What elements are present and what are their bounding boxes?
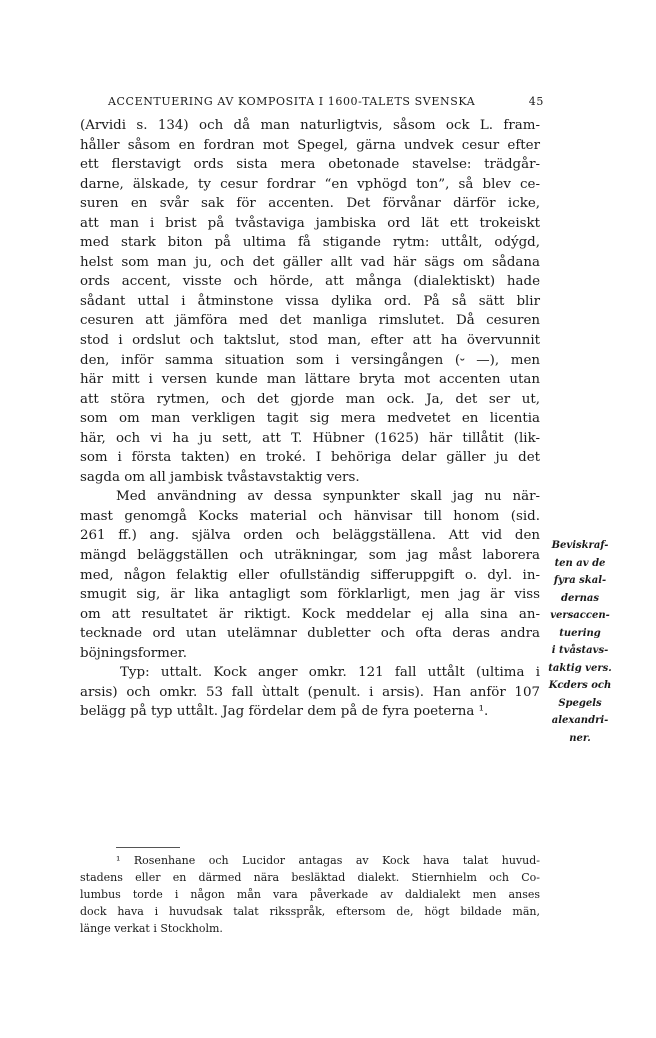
- body-line: sagda om all jambisk tvåstavstaktig vers.: [80, 469, 360, 485]
- footnote-line: dock hava i huvudsak talat riksspråk, eftersom de, högt bildade män,: [80, 905, 540, 918]
- body-line: håller såsom en fordran mot Spegel, gärna undvek cesur efter: [80, 137, 540, 153]
- body-line: här, och vi ha ju sett, att T. Hübner (1625) här tillåtit (lik-: [80, 430, 540, 446]
- body-line: ett flerstavigt ords sista mera obetonade stavelse: trädgår-: [80, 157, 540, 173]
- body-line: mängd beläggställen och uträkningar, som jag måst laborera: [80, 548, 540, 564]
- margin-note-line: tuering: [559, 627, 601, 639]
- body-line: suren en svår sak för accenten. Det förvånar därför icke,: [80, 196, 540, 212]
- body-line: Med användning av dessa synpunkter skall jag nu när-: [116, 489, 540, 505]
- body-line: ords accent, visste och hörde, att många (dialektiskt) hade: [80, 274, 540, 290]
- body-line: mast genomgå Kocks material och hänvisar till honom (sid.: [80, 508, 540, 524]
- margin-note-line: dernas: [560, 592, 599, 604]
- body-line: 261 ff.) ang. själva orden och beläggställena. Att vid den: [80, 528, 540, 544]
- body-line: om att resultatet är riktigt. Kock meddelar ej alla sina an-: [80, 606, 540, 622]
- body-line: här mitt i versen kunde man lättare bryta mot accenten utan: [80, 372, 540, 388]
- body-line: (Arvidi s. 134) och då man naturligtvis, såsom ock L. fram-: [80, 118, 540, 133]
- margin-note-line: Kcders och: [548, 680, 612, 691]
- footnote-line: länge verkat i Stockholm.: [80, 922, 223, 935]
- body-line: med stark biton på ultima få stigande rytm: uttålt, odýgd,: [80, 235, 540, 251]
- body-line: tecknade ord utan utelämnar dubletter och ofta deras andra: [80, 626, 540, 642]
- footnote-divider: [116, 847, 180, 848]
- body-line: att störa rytmen, och det gjorde man ock. Ja, det ser ut,: [80, 391, 540, 407]
- margin-note-line: Beviskraf-: [551, 540, 609, 551]
- margin-note-line: taktig vers.: [548, 662, 612, 674]
- running-title: ACCENTUERING AV KOMPOSITA I 1600-TALETS SVENSKA: [108, 95, 476, 108]
- body-line: helst som man ju, och det gäller allt vad här sägs om sådana: [80, 254, 540, 270]
- body-line: sådant uttal i åtminstone vissa dylika ord. På så sätt blir: [80, 293, 540, 309]
- footnote-line: stadens eller en därmed nära besläktad dialekt. Stiernhielm och Co-: [80, 871, 540, 884]
- body-line: med, någon felaktig eller ofullständig sifferuppgift o. dyl. in-: [80, 567, 540, 583]
- body-line: smugit sig, är lika antagligt som förklarligt, men jag är viss: [80, 587, 540, 603]
- body-line: cesuren att jämföra med det manliga rimslutet. Då cesuren: [80, 313, 540, 329]
- body-line: stod i ordslut och taktslut, stod man, efter att ha övervunnit: [80, 333, 540, 349]
- body-line: arsis) och omkr. 53 fall ùttalt (penult. i arsis). Han anför 107: [80, 684, 540, 700]
- footnote-line: lumbus torde i någon mån vara påverkade av daldialekt men anses: [80, 888, 540, 901]
- body-line: som i första takten) en troké. I behöriga delar gäller ju det: [80, 450, 540, 466]
- body-line: darne, älskade, ty cesur fordrar “en vphögd ton”, så blev ce-: [80, 176, 540, 192]
- page-number: 45: [528, 95, 544, 108]
- footnote-line: ¹ Rosenhane och Lucidor antagas av Kock hava talat huvud-: [116, 854, 540, 867]
- margin-note-line: ten av de: [554, 557, 606, 569]
- body-line: belägg på typ uttålt. Jag fördelar dem på de fyra poeterna ¹.: [80, 704, 489, 720]
- margin-note-line: Spegels: [558, 697, 602, 709]
- margin-note-line: versaccen-: [550, 610, 610, 621]
- body-line: den, inför samma situation som i versingången (⏑ —), men: [80, 352, 540, 368]
- margin-note-line: ner.: [569, 732, 591, 744]
- margin-note-line: alexandri-: [551, 715, 609, 726]
- footnotes: [80, 852, 540, 937]
- body-line: böjningsformer.: [80, 645, 187, 661]
- margin-note: [540, 537, 620, 747]
- body-line: som om man verkligen tagit sig mera medvetet en licentia: [80, 411, 540, 427]
- body-line: att man i brist på tvåstaviga jambiska ord lät ett trokeiskt: [80, 215, 540, 231]
- margin-note-line: i tvåstavs-: [551, 645, 609, 656]
- body-text: [80, 116, 540, 722]
- margin-note-line: fyra skal-: [553, 575, 607, 586]
- body-line: Typ: uttalt. Kock anger omkr. 121 fall uttålt (ultima i: [120, 665, 540, 681]
